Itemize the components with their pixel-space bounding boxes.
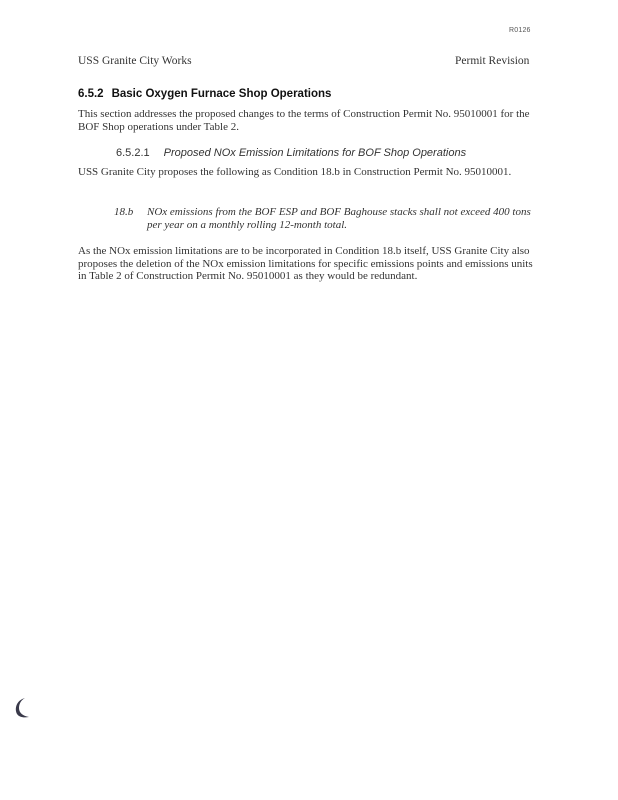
section-heading (78, 88, 331, 100)
section-title: Basic Oxygen Furnace Shop Operations (111, 88, 332, 100)
section-intro-paragraph: This section addresses the proposed changes to the terms of Construction Permit No. 95010001 for the BOF Shop operations under Table 2. (78, 108, 530, 133)
subsection-title: Proposed NOx Emission Limitations for BOF Shop Operations (163, 147, 467, 159)
condition-number: 18.b (114, 206, 134, 218)
crescent-mark-icon (11, 696, 33, 720)
header-left: USS Granite City Works (78, 55, 192, 67)
subsection-heading (116, 147, 466, 159)
section-number: 6.5.2 (78, 88, 104, 100)
subsection-body-paragraph: USS Granite City proposes the following as Condition 18.b in Construction Permit No. 95010001. (78, 166, 512, 178)
subsection-number: 6.5.2.1 (116, 147, 150, 159)
condition-text: NOx emissions from the BOF ESP and BOF Baghouse stacks shall not exceed 400 tons per year on a monthly rolling 12-month total. (147, 206, 531, 231)
page-stamp: R0126 (509, 27, 531, 34)
condition-block (114, 206, 538, 231)
closing-paragraph: As the NOx emission limitations are to be incorporated in Condition 18.b itself, USS Granite City also proposes the deletion of the NOx emission limitations for specific emissions points and emissions units in Table 2 of Construction Permit No. 95010001 as they would be redundant. (78, 245, 533, 282)
header-right: Permit Revision (455, 55, 530, 67)
